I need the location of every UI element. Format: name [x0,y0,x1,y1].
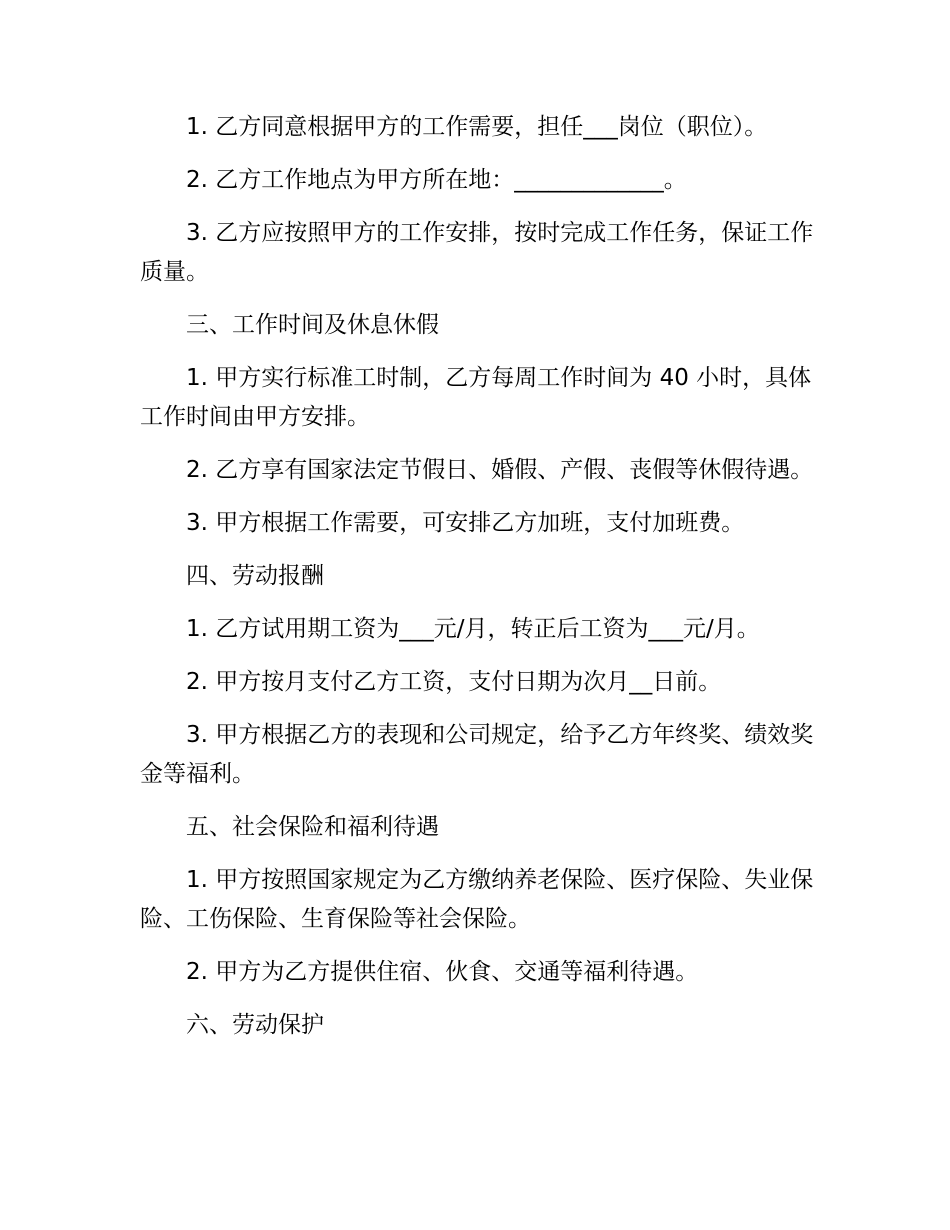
section-heading-social-insurance: 五、社会保险和福利待遇 [186,814,439,840]
clause-benefits: 2. 甲方为乙方提供住宿、伙食、交通等福利待遇。 [186,959,699,985]
section-heading-labor-protection: 六、劳动保护 [186,1012,324,1038]
section-heading-remuneration: 四、劳动报酬 [186,563,324,589]
clause-insurance: 1. 甲方按照国家规定为乙方缴纳养老保险、医疗保险、失业保险、工伤保险、生育保险等社会保险。 [140,867,814,932]
clause-work-location: 2. 乙方工作地点为甲方所在地：_____________。 [186,167,687,193]
clause-salary: 1. 乙方试用期工资为___元/月，转正后工资为___元/月。 [186,616,760,642]
clause-overtime: 3. 甲方根据工作需要，可安排乙方加班，支付加班费。 [186,510,745,536]
clause-work-arrangement: 3. 乙方应按照甲方的工作安排，按时完成工作任务，保证工作质量。 [140,220,814,285]
clause-position: 1. 乙方同意根据甲方的工作需要，担任___岗位（职位）。 [186,114,768,140]
clause-payment-date: 2. 甲方按月支付乙方工资，支付日期为次月__日前。 [186,669,722,695]
section-heading-working-hours: 三、工作时间及休息休假 [186,312,439,338]
clause-bonus: 3. 甲方根据乙方的表现和公司规定，给予乙方年终奖、绩效奖金等福利。 [140,722,814,787]
document-body [140,108,830,1045]
clause-standard-hours: 1. 甲方实行标准工时制，乙方每周工作时间为 40 小时，具体工作时间由甲方安排。 [140,365,812,430]
clause-holidays: 2. 乙方享有国家法定节假日、婚假、产假、丧假等休假待遇。 [186,457,814,483]
